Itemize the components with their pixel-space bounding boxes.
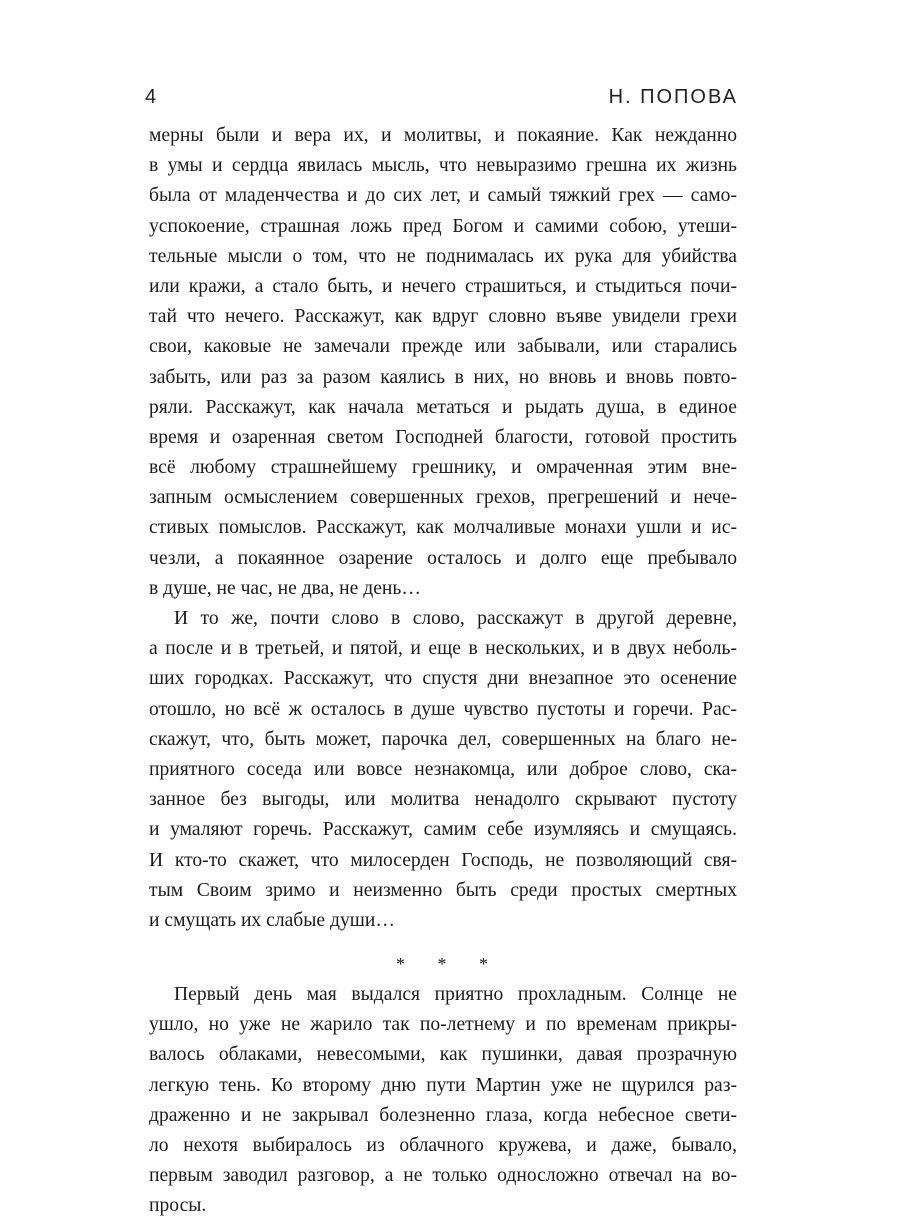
text-after-separator bbox=[149, 980, 737, 1222]
text-line: ших городках. Расскажут, что спустя дни внезапное это осенение bbox=[149, 668, 737, 690]
text-line: и умаляют горечь. Расскажут, самим себе изумляясь и смущаясь. bbox=[149, 819, 737, 841]
text-line: И то же, почти слово в слово, расскажут в другой деревне, bbox=[174, 608, 737, 629]
text-before-separator bbox=[149, 121, 737, 936]
text-line: просы. bbox=[149, 1195, 207, 1217]
text-line: первым заводил разговор, а не только односложно отвечал на во- bbox=[149, 1165, 737, 1187]
text-line: мерны были и вера их, и молитвы, и покаяние. Как нежданно bbox=[149, 125, 737, 146]
text-line: или кражи, а стало быть, и нечего страшиться, и стыдиться почи- bbox=[149, 275, 737, 297]
text-line: ло нехотя выбиралось из облачного кружева, и даже, бывало, bbox=[149, 1135, 737, 1156]
text-line: скажут, что, быть может, парочка дел, совершенных на благо не- bbox=[149, 728, 737, 750]
text-line: и смущать их слабые души… bbox=[149, 909, 395, 931]
text-line: отошло, но всё ж осталось в душе чувство пустоты и горечи. Рас- bbox=[149, 698, 737, 720]
text-line: тельные мысли о том, что не поднималась их рука для убийства bbox=[149, 245, 737, 267]
text-line: стивых помыслов. Расскажут, как молчаливые монахи ушли и ис- bbox=[149, 517, 737, 539]
text-line: тай что нечего. Расскажут, как вдруг словно въяве увидели грехи bbox=[149, 306, 737, 328]
text-line: чезли, а покаянное озарение осталось и долго еще пребывало bbox=[149, 547, 737, 569]
text-line: ряли. Расскажут, как начала метаться и рыдать душа, в единое bbox=[149, 396, 737, 418]
text-line: время и озаренная светом Господней благости, готовой простить bbox=[149, 426, 737, 448]
page-number: 4 bbox=[145, 86, 159, 108]
text-line: И кто-то скажет, что милосерден Господь, не позволяющий свя- bbox=[149, 849, 737, 871]
text-line: а после и в третьей, и пятой, и еще в нескольких, и в двух неболь- bbox=[149, 638, 737, 660]
body-text bbox=[149, 121, 737, 1222]
text-line: приятного соседа или вовсе незнакомца, или доброе слово, ска- bbox=[149, 758, 737, 780]
text-line: занное без выгоды, или молитва ненадолго скрывают пустоту bbox=[149, 789, 737, 811]
text-line: свои, каковые не замечали прежде или забывали, или старались bbox=[149, 336, 737, 358]
paragraph bbox=[149, 604, 737, 936]
text-line: ушло, но уже не жарило так по-летнему и по временам прикры- bbox=[149, 1014, 737, 1036]
running-head bbox=[145, 86, 738, 114]
paragraph bbox=[149, 980, 737, 1222]
text-line: была от младенчества и до сих лет, и самый тяжкий грех — само- bbox=[149, 185, 737, 207]
text-line: валось облаками, невесомыми, как пушинки, давая прозрачную bbox=[149, 1044, 737, 1066]
running-head-author: Н. ПОПОВА bbox=[608, 86, 738, 108]
paragraph bbox=[149, 121, 737, 604]
text-line: забыть, или раз за разом каялись в них, но вновь и вновь повто- bbox=[149, 366, 737, 388]
text-line: запным осмыслением совершенных грехов, прегрешений и нече- bbox=[149, 487, 737, 509]
text-line: всё любому страшнейшему грешнику, и омраченная этим вне- bbox=[149, 457, 737, 479]
text-line: успокоение, страшная ложь пред Богом и самими собою, утеши- bbox=[149, 215, 737, 237]
section-separator: * * * bbox=[396, 954, 502, 975]
text-line: драженно и не закрывал болезненно глаза, когда небесное свети- bbox=[149, 1104, 737, 1126]
text-line: тым Своим зримо и неизменно быть среди простых смертных bbox=[149, 879, 737, 901]
text-line: в умы и сердца явилась мысль, что невыразимо грешна их жизнь bbox=[149, 155, 737, 177]
text-line: Первый день мая выдался приятно прохладным. Солнце не bbox=[174, 984, 737, 1006]
text-line: легкую тень. Ко второму дню пути Мартин уже не щурился раз- bbox=[149, 1074, 737, 1096]
text-line: в душе, не час, не два, не день… bbox=[149, 577, 421, 599]
